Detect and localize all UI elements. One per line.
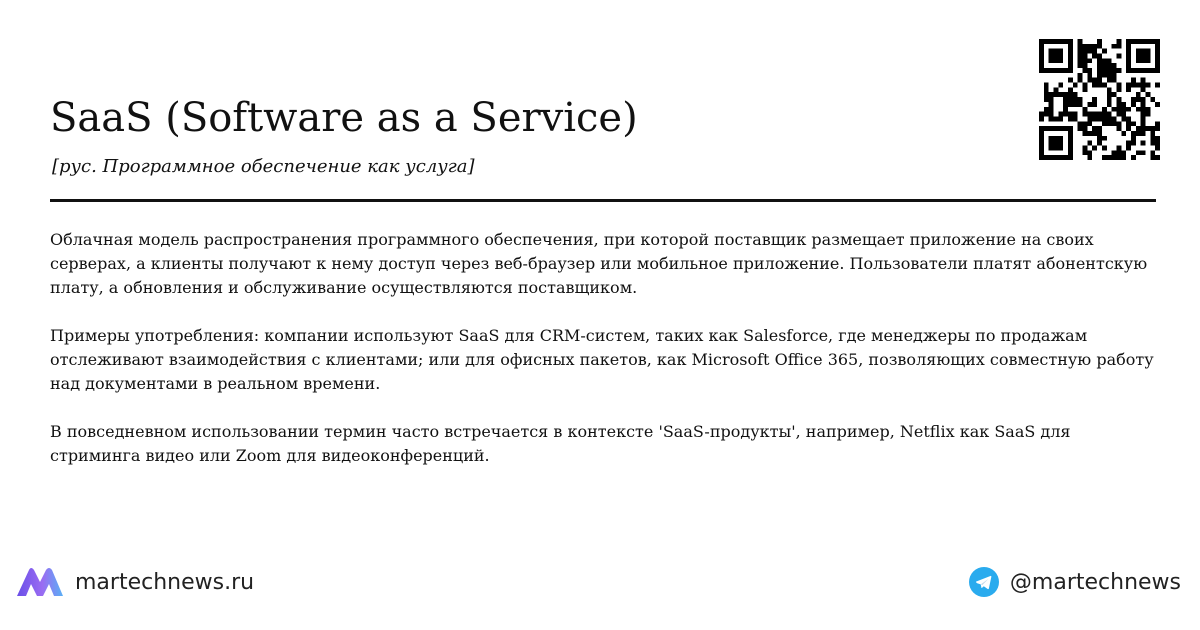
martechnews-logo-icon [15, 566, 65, 598]
site-name: martechnews.ru [75, 569, 255, 595]
term-translation: [рус. Программное обеспечение как услуга] [52, 156, 475, 177]
qr-code-icon[interactable] [1039, 39, 1160, 160]
telegram-handle: @martechnews [1009, 569, 1181, 595]
header-divider [50, 199, 1156, 202]
usage-paragraph: В повседневном использовании термин часто встречается в контексте 'SaaS-продукты', например, Netflix как SaaS для стриминга видео или Zoom для видеоконференций. [50, 422, 1071, 465]
definition-paragraph: Облачная модель распространения программного обеспечения, при которой поставщик размещает приложение на своих серверах, а клиенты получают к нему доступ через веб-браузер или мобильное приложение. Пользователи платят абонентскую плату, а обновления и обслуживание осуществляются поставщиком. [50, 230, 1148, 297]
telegram-icon [969, 567, 999, 597]
telegram-link[interactable] [969, 560, 1181, 604]
site-link[interactable] [15, 560, 254, 604]
term-header [50, 96, 1030, 178]
examples-paragraph: Примеры употребления: компании используют SaaS для CRM-систем, таких как Salesforce, где менеджеры по продажам отслеживают взаимодействия с клиентами; или для офисных пакетов, как Microsoft Office 365, позволяющих совместную работу над документами в реальном времени. [50, 326, 1154, 393]
term-title: SaaS (Software as a Service) [50, 95, 638, 141]
definition-body [50, 228, 1155, 492]
